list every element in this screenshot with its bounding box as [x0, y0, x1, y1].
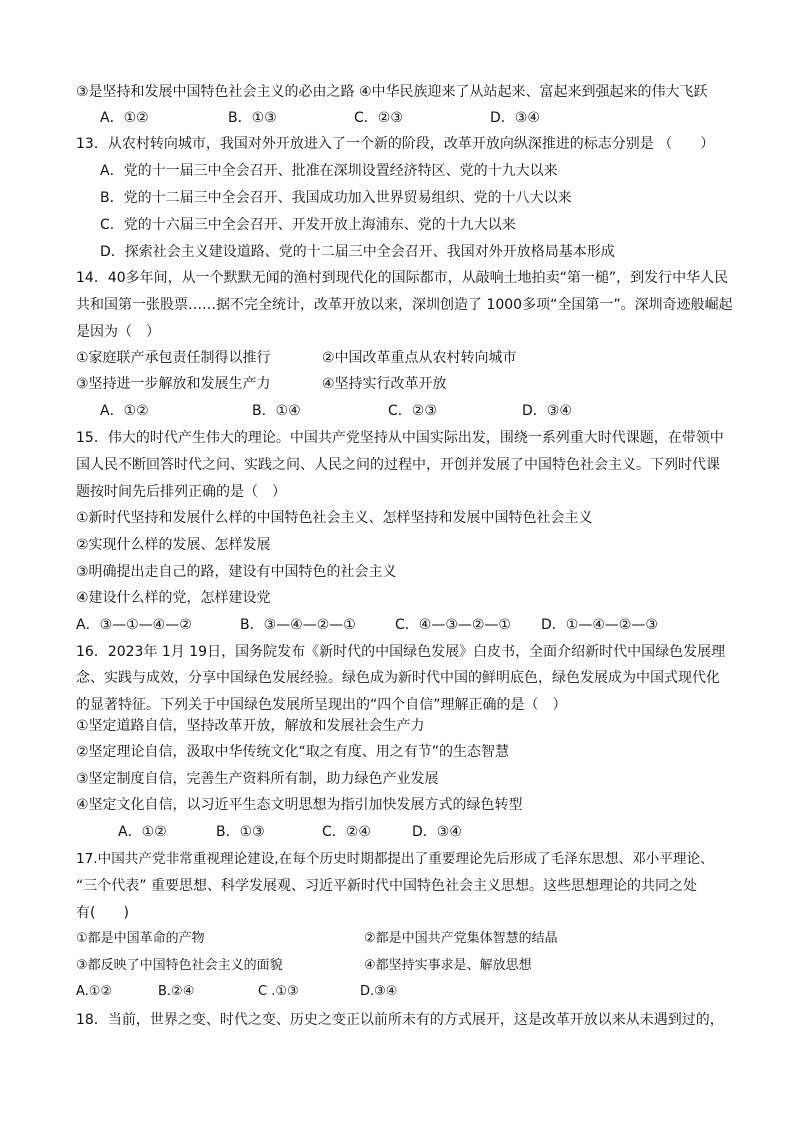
q15-stem-line-2: 国人民不断回答时代之问、实践之问、人民之问的过程中，开创并发展了中国特色社会主义。下列时代课 [76, 457, 720, 473]
q14-stem-line-2: 共和国第一张股票……据不完全统计，改革开放以来，深圳创造了 1000多项“全国第一”。深圳奇迹般崛起 [76, 297, 733, 313]
q13-option-d[interactable]: D．探索社会主义建设道路、党的十二届三中全会召开、我国对外开放格局基本形成 [100, 244, 615, 260]
q15-option-d[interactable]: D．①—④—②—③ [541, 617, 658, 633]
q13-stem: 13．从农村转向城市，我国对外开放进入了一个新的阶段，改革开放向纵深推进的标志分别是 （ ） [76, 136, 715, 152]
q17-option-d[interactable]: D.③④ [360, 984, 398, 999]
q15-statement-2: ②实现什么样的发展、怎样发展 [76, 537, 271, 553]
q15-options [76, 615, 658, 635]
q15-statement-4: ④建设什么样的党，怎样建设党 [76, 590, 271, 606]
q16-stem-line-1: 16．2023年 1月 19日，国务院发布《新时代的中国绿色发展》白皮书，全面介绍新时代中国绿色发展理 [76, 644, 726, 660]
q17-option-a[interactable]: A.①② [76, 984, 113, 999]
q16-stem-line-2: 念、实践与成效，分享中国绿色发展经验。绿色成为新时代中国的鲜明底色，绿色发展成为中国式现代化 [76, 670, 720, 686]
q16-option-a[interactable]: A．①② [118, 824, 167, 840]
q12-option-b[interactable]: B．①③ [228, 110, 277, 126]
q13-option-c[interactable]: C．党的十六届三中全会召开、开发开放上海浦东、党的十九大以来 [100, 217, 516, 233]
q17-option-c[interactable]: C .①③ [258, 984, 299, 999]
q16-statement-3: ③坚定制度自信，完善生产资料所有制，助力绿色产业发展 [76, 771, 439, 787]
q14-option-a[interactable]: A．①② [100, 403, 149, 419]
q17-options [76, 982, 397, 1002]
q16-option-c[interactable]: C．②④ [322, 824, 371, 840]
q14-statement-2: ②中国改革重点从农村转向城市 [322, 350, 517, 366]
q16-statement-2: ②坚定理论自信，汲取中华传统文化“取之有度、用之有节”的生态智慧 [76, 744, 510, 760]
q15-option-a[interactable]: A．③—①—④—② [76, 617, 192, 633]
q14-statement-3: ③坚持进一步解放和发展生产力 [76, 376, 271, 392]
q14-stem-line-3: 是因为（ ） [76, 324, 160, 340]
q14-option-d[interactable]: D．③④ [522, 403, 572, 419]
q13-option-b[interactable]: B．党的十二届三中全会召开、我国成功加入世界贸易组织、党的十八大以来 [100, 190, 572, 206]
q14-statement-1: ①家庭联产承包责任制得以推行 [76, 350, 271, 366]
q17-statement-3: ③都反映了中国特色社会主义的面貌 [76, 958, 283, 973]
q16-stem-line-3: 的显著特征。下列关于中国绿色发展所呈现出的“四个自信”理解正确的是（ ） [76, 697, 567, 713]
q15-option-b[interactable]: B．③—④—②—① [240, 617, 356, 633]
q17-statement-2: ②都是中国共产党集体智慧的结晶 [364, 931, 558, 946]
q16-options [118, 822, 462, 842]
q15-stem-line-3: 题按时间先后排列正确的是（ ） [76, 484, 286, 500]
q12-option-d[interactable]: D．③④ [490, 110, 540, 126]
q15-statement-3: ③明确提出走自己的路，建设有中国特色的社会主义 [76, 564, 397, 580]
q15-stem-line-1: 15．伟大的时代产生伟大的理论。中国共产党坚持从中国实际出发，围绕一系列重大时代课题，在带领中 [76, 430, 724, 446]
q17-statement-4: ④都坚持实事求是、解放思想 [364, 958, 532, 973]
q18-stem-line-1: 18．当前，世界之变、时代之变、历史之变正以前所未有的方式展开，这是改革开放以来从未遇到过的， [76, 1012, 724, 1028]
q17-stem-line-1: 17.中国共产党非常重视理论建设,在每个历史时期都提出了重要理论先后形成了毛泽东思想、邓小平理论、 [76, 851, 714, 867]
q12-option-a[interactable]: A．①② [100, 110, 149, 126]
q12-options [100, 108, 540, 128]
q13-option-a[interactable]: A．党的十一届三中全会召开、批准在深圳设置经济特区、党的十九大以来 [100, 163, 558, 179]
q14-option-c[interactable]: C．②③ [388, 403, 437, 419]
q16-statement-1: ①坚定道路自信，坚持改革开放，解放和发展社会生产力 [76, 718, 425, 734]
q16-option-b[interactable]: B．①③ [216, 824, 265, 840]
q12-option-c[interactable]: C．②③ [354, 110, 403, 126]
q14-options [100, 401, 572, 421]
q15-option-c[interactable]: C．④—③—②—① [395, 617, 511, 633]
q14-stem-line-1: 14．40多年间，从一个默默无闻的渔村到现代化的国际都市，从敲响土地拍卖“第一槌”，到发行中华人民 [76, 270, 729, 286]
q17-option-b[interactable]: B.②④ [158, 984, 195, 999]
q12-statements-line: ③是坚持和发展中国特色社会主义的必由之路 ④中华民族迎来了从站起来、富起来到强起来的伟大飞跃 [76, 84, 708, 100]
q14-option-b[interactable]: B．①④ [252, 403, 301, 419]
q15-statement-1: ①新时代坚持和发展什么样的中国特色社会主义、怎样坚持和发展中国特色社会主义 [76, 510, 593, 526]
q14-statement-4: ④坚持实行改革开放 [322, 376, 447, 392]
q16-statement-4: ④坚定文化自信，以习近平生态文明思想为指引加快发展方式的绿色转型 [76, 797, 523, 813]
q17-stem-line-3: 有( ) [76, 905, 129, 921]
q16-option-d[interactable]: D．③④ [412, 824, 462, 840]
q17-statement-1: ①都是中国革命的产物 [76, 931, 205, 946]
q17-stem-line-2: “三个代表” 重要思想、科学发展观、习近平新时代中国特色社会主义思想。这些思想理论的共同之处 [76, 878, 697, 894]
